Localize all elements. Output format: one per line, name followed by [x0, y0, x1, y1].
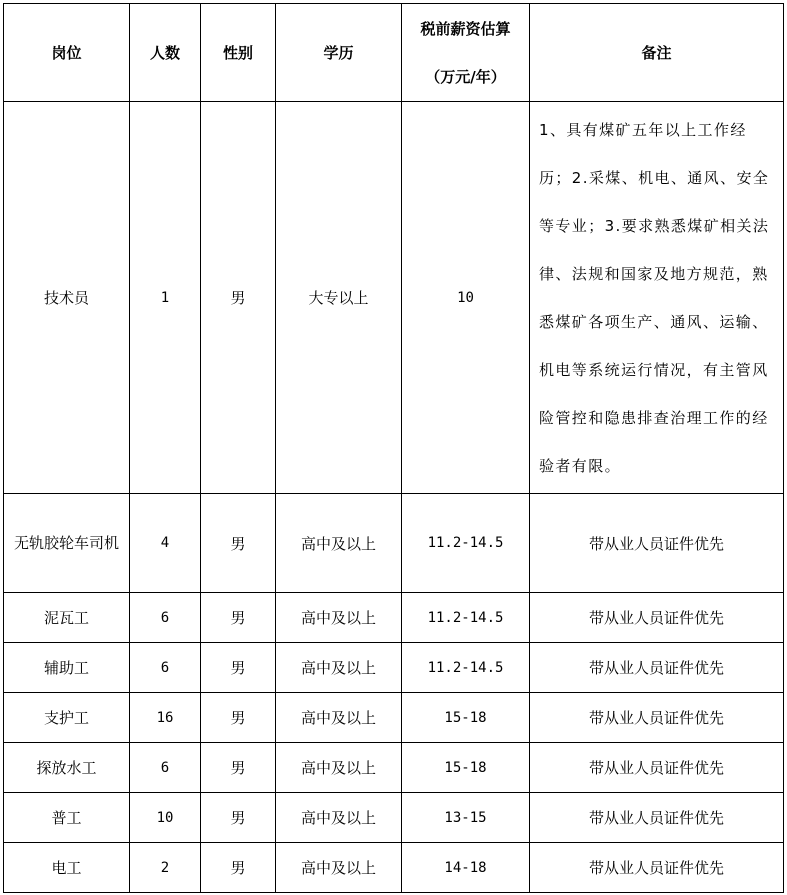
header-row [4, 4, 784, 102]
table-row [4, 793, 784, 843]
cell-education: 高中及以上 [276, 494, 402, 593]
table-row [4, 102, 784, 494]
cell-count: 6 [130, 743, 201, 793]
cell-remarks: 1、具有煤矿五年以上工作经历；2.采煤、机电、通风、安全等专业；3.要求熟悉煤矿相关法律、法规和国家及地方规范，熟悉煤矿各项生产、通风、运输、机电等系统运行情况，有主管风险管控和隐患排查治理工作的经验者有限。 [530, 102, 784, 494]
cell-education: 高中及以上 [276, 793, 402, 843]
cell-salary: 10 [402, 102, 530, 494]
cell-gender: 男 [201, 693, 276, 743]
table-row [4, 693, 784, 743]
cell-position: 辅助工 [4, 643, 130, 693]
cell-salary: 11.2-14.5 [402, 494, 530, 593]
table-row [4, 743, 784, 793]
table-row [4, 843, 784, 893]
cell-remarks: 带从业人员证件优先 [530, 843, 784, 893]
cell-salary: 15-18 [402, 743, 530, 793]
cell-education: 大专以上 [276, 102, 402, 494]
cell-count: 4 [130, 494, 201, 593]
cell-salary: 14-18 [402, 843, 530, 893]
header-salary-line2: （万元/年） [425, 67, 506, 86]
cell-position: 无轨胶轮车司机 [4, 494, 130, 593]
cell-remarks: 带从业人员证件优先 [530, 643, 784, 693]
cell-count: 10 [130, 793, 201, 843]
cell-remarks: 带从业人员证件优先 [530, 793, 784, 843]
cell-gender: 男 [201, 743, 276, 793]
job-openings-table [3, 3, 784, 893]
header-remarks: 备注 [530, 4, 784, 102]
cell-count: 2 [130, 843, 201, 893]
header-salary [402, 4, 530, 102]
header-education: 学历 [276, 4, 402, 102]
cell-remarks: 带从业人员证件优先 [530, 494, 784, 593]
cell-salary: 13-15 [402, 793, 530, 843]
cell-remarks: 带从业人员证件优先 [530, 693, 784, 743]
cell-position: 支护工 [4, 693, 130, 743]
cell-gender: 男 [201, 494, 276, 593]
cell-count: 1 [130, 102, 201, 494]
cell-salary: 15-18 [402, 693, 530, 743]
cell-education: 高中及以上 [276, 743, 402, 793]
cell-position: 泥瓦工 [4, 593, 130, 643]
cell-position: 探放水工 [4, 743, 130, 793]
cell-remarks: 带从业人员证件优先 [530, 743, 784, 793]
cell-remarks: 带从业人员证件优先 [530, 593, 784, 643]
table-row [4, 643, 784, 693]
cell-gender: 男 [201, 593, 276, 643]
table-row [4, 494, 784, 593]
header-gender: 性别 [201, 4, 276, 102]
header-count: 人数 [130, 4, 201, 102]
cell-position: 电工 [4, 843, 130, 893]
cell-gender: 男 [201, 793, 276, 843]
header-position: 岗位 [4, 4, 130, 102]
header-salary-line1: 税前薪资估算 [420, 19, 511, 38]
cell-salary: 11.2-14.5 [402, 643, 530, 693]
cell-count: 16 [130, 693, 201, 743]
cell-gender: 男 [201, 643, 276, 693]
table-row [4, 593, 784, 643]
cell-count: 6 [130, 593, 201, 643]
cell-education: 高中及以上 [276, 643, 402, 693]
cell-gender: 男 [201, 843, 276, 893]
cell-position: 技术员 [4, 102, 130, 494]
cell-position: 普工 [4, 793, 130, 843]
cell-education: 高中及以上 [276, 843, 402, 893]
cell-education: 高中及以上 [276, 693, 402, 743]
cell-education: 高中及以上 [276, 593, 402, 643]
cell-salary: 11.2-14.5 [402, 593, 530, 643]
cell-count: 6 [130, 643, 201, 693]
cell-gender: 男 [201, 102, 276, 494]
